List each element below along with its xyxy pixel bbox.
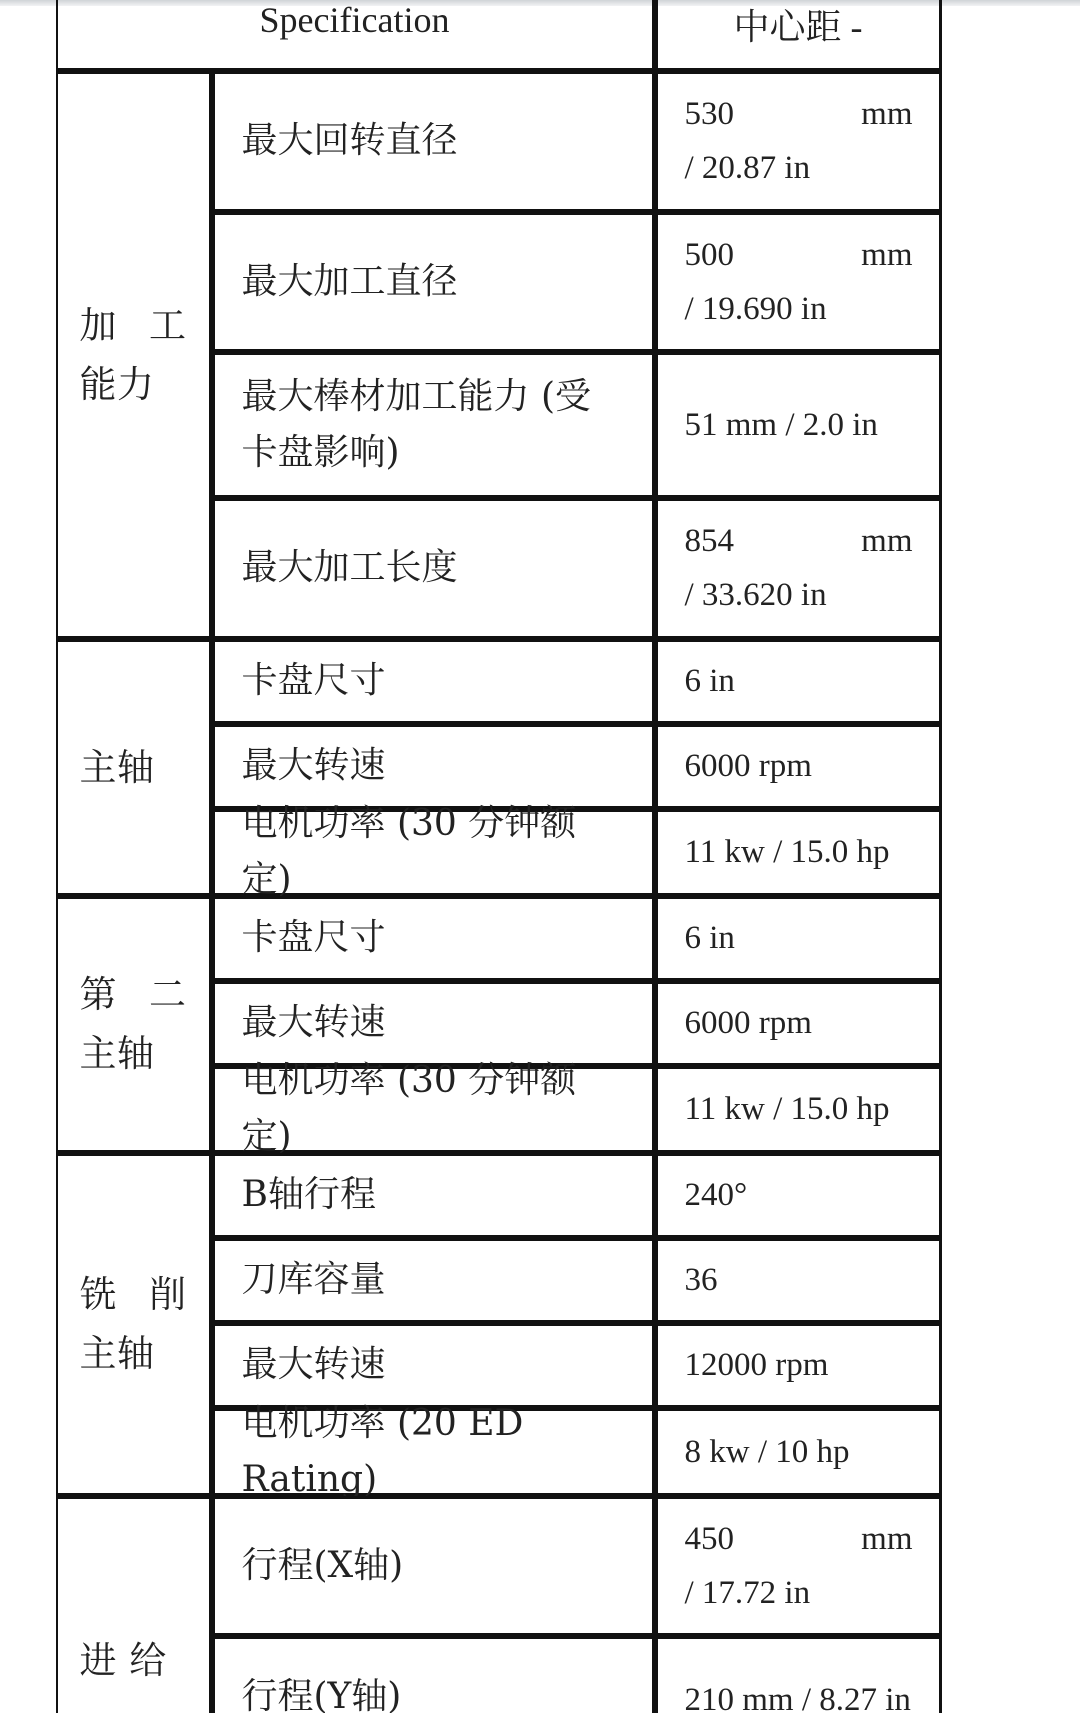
category-cell bbox=[56, 1496, 212, 1713]
value-cell bbox=[655, 1408, 942, 1496]
category-label: 加 工 能力 bbox=[79, 303, 187, 406]
category-label: 进 给 bbox=[79, 1639, 167, 1682]
value-text: 6000 rpm bbox=[684, 1005, 812, 1041]
value-alt: / 33.620 in bbox=[684, 577, 827, 613]
category-label: 铣 削 主轴 bbox=[79, 1273, 187, 1375]
value-text: 8 kw / 10 hp bbox=[684, 1433, 850, 1470]
item-label: 卡盘尺寸 bbox=[241, 917, 386, 958]
item-cell bbox=[212, 896, 655, 981]
item-label: 最大转速 bbox=[241, 1344, 386, 1385]
value-number: 500 bbox=[684, 236, 734, 273]
value-text: 240° bbox=[684, 1177, 748, 1213]
item-label: 电机功率 (30 分钟额定) bbox=[241, 803, 577, 900]
item-label: 卡盘尺寸 bbox=[241, 660, 386, 701]
item-cell bbox=[212, 1636, 655, 1713]
item-cell bbox=[212, 639, 655, 724]
category-cell bbox=[56, 639, 212, 896]
value-unit: mm bbox=[861, 236, 913, 273]
item-cell bbox=[212, 212, 655, 352]
value-cell bbox=[655, 1323, 942, 1408]
item-label: 刀库容量 bbox=[241, 1259, 386, 1300]
value-cell bbox=[655, 1153, 942, 1238]
category-label: 第 二 主轴 bbox=[79, 973, 187, 1075]
value-cell bbox=[655, 71, 942, 212]
category-cell bbox=[56, 896, 212, 1153]
value-cell bbox=[655, 1636, 942, 1713]
value-cell bbox=[655, 639, 942, 724]
header-col-label: 中心距 - bbox=[733, 6, 863, 47]
item-label: 电机功率 (30 分钟额定) bbox=[241, 1060, 577, 1157]
value-alt: / 17.72 in bbox=[684, 1574, 811, 1611]
value-unit: mm bbox=[861, 96, 913, 132]
item-label: 行程(Y轴) bbox=[241, 1675, 402, 1713]
value-cell bbox=[655, 1496, 942, 1636]
value-text: 6 in bbox=[684, 663, 735, 699]
value-text: 12000 rpm bbox=[684, 1347, 829, 1383]
header-center-distance bbox=[655, 0, 942, 71]
value-number: 450 bbox=[684, 1520, 734, 1557]
item-cell bbox=[212, 803, 655, 900]
item-cell bbox=[212, 498, 655, 639]
item-cell bbox=[212, 71, 655, 212]
item-label: 最大加工长度 bbox=[241, 547, 458, 588]
value-cell bbox=[655, 981, 942, 1066]
value-unit: mm bbox=[861, 1520, 913, 1557]
value-text: 6 in bbox=[684, 920, 735, 956]
value-text: 6000 rpm bbox=[684, 748, 812, 784]
value-text: 51 mm / 2.0 in bbox=[684, 406, 878, 443]
item-label: 最大回转直径 bbox=[241, 120, 458, 161]
category-cell bbox=[56, 71, 212, 639]
item-cell bbox=[212, 1402, 655, 1500]
item-cell bbox=[212, 352, 655, 498]
value-text: 210 mm / 8.27 in bbox=[684, 1681, 911, 1713]
category-label: 主轴 bbox=[79, 745, 155, 789]
item-cell bbox=[212, 1496, 655, 1636]
value-cell bbox=[655, 896, 942, 981]
value-cell bbox=[655, 724, 942, 809]
value-cell bbox=[655, 1238, 942, 1323]
value-cell bbox=[655, 809, 942, 896]
item-label: 最大转速 bbox=[241, 1002, 386, 1043]
header-spec-label: Specification bbox=[259, 0, 450, 40]
item-label: 电机功率 (20 ED Rating) bbox=[241, 1402, 524, 1500]
value-cell bbox=[655, 212, 942, 352]
value-number: 854 bbox=[684, 523, 734, 559]
value-number: 530 bbox=[684, 96, 734, 132]
item-label: 最大棒材加工能力 (受卡盘影响) bbox=[241, 375, 591, 473]
item-cell bbox=[212, 1060, 655, 1157]
item-cell bbox=[212, 1238, 655, 1323]
value-cell bbox=[655, 352, 942, 498]
item-label: B轴行程 bbox=[241, 1174, 376, 1215]
spec-table bbox=[56, 0, 1024, 1713]
item-label: 最大加工直径 bbox=[241, 260, 458, 302]
value-unit: mm bbox=[861, 523, 913, 559]
value-text: 11 kw / 15.0 hp bbox=[684, 834, 890, 870]
value-alt: / 20.87 in bbox=[684, 150, 811, 186]
header-specification bbox=[56, 0, 655, 71]
item-cell bbox=[212, 1153, 655, 1238]
value-cell bbox=[655, 498, 942, 639]
item-label: 行程(X轴) bbox=[241, 1544, 404, 1586]
value-text: 11 kw / 15.0 hp bbox=[684, 1091, 890, 1127]
category-cell bbox=[56, 1153, 212, 1496]
value-cell bbox=[655, 1066, 942, 1153]
item-label: 最大转速 bbox=[241, 745, 386, 786]
value-alt: / 19.690 in bbox=[684, 290, 827, 327]
value-text: 36 bbox=[684, 1262, 718, 1298]
